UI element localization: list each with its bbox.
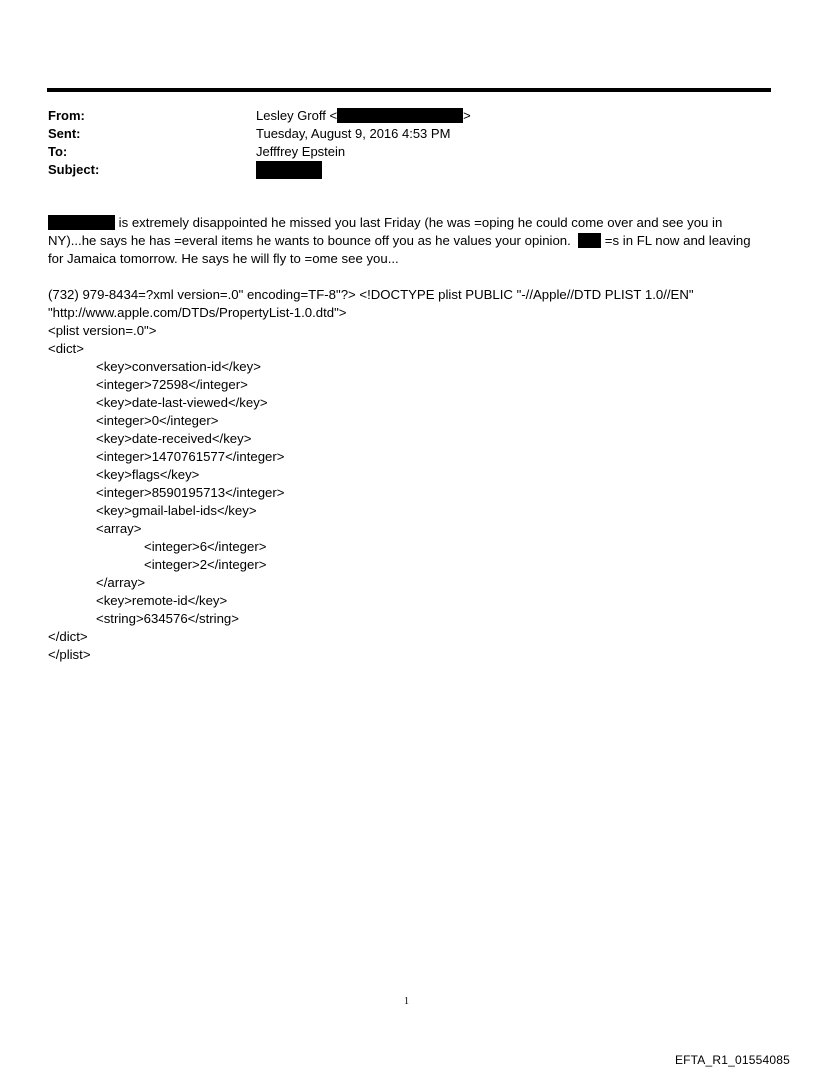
- plist-line: <dict>: [48, 341, 84, 356]
- plist-line: <string>634576</string>: [96, 611, 239, 626]
- body-text-segment: =s in FL now and leaving: [601, 233, 751, 248]
- from-value: [256, 107, 471, 125]
- to-label: To:: [48, 144, 68, 159]
- plist-line: </array>: [96, 575, 146, 590]
- redaction-box: [256, 161, 322, 179]
- from-close: >: [463, 108, 471, 123]
- body-text-segment: is extremely disappointed he missed you last Friday (he was =oping he could come over and see you in: [115, 215, 723, 230]
- plist-line: </plist>: [48, 647, 91, 662]
- body-line: [48, 250, 768, 268]
- redaction-box: [578, 233, 601, 248]
- plist-line: <key>remote-id</key>: [96, 593, 228, 608]
- page-number: 1: [404, 996, 409, 1007]
- bates-number: EFTA_R1_01554085: [674, 1053, 790, 1067]
- plist-line: <integer>1470761577</integer>: [96, 449, 285, 464]
- plist-line: <key>conversation-id</key>: [96, 359, 261, 374]
- plist-line: <integer>0</integer>: [96, 413, 219, 428]
- plist-line: <key>gmail-label-ids</key>: [96, 503, 257, 518]
- from-label: From:: [48, 108, 85, 123]
- body-line: [48, 214, 768, 232]
- body-text-segment: NY)...he says he has =everal items he wants to bounce off you as he values your opinion.: [48, 233, 571, 248]
- plist-line: <key>date-received</key>: [96, 431, 252, 446]
- plist-line: (732) 979-8434=?xml version=.0" encoding=TF-8"?> <!DOCTYPE plist PUBLIC "-//Apple//DTD PLIST 1.0//EN": [48, 287, 694, 302]
- from-name: Lesley Groff <: [256, 108, 338, 123]
- plist-line: <integer>72598</integer>: [96, 377, 248, 392]
- plist-line: <integer>6</integer>: [144, 539, 267, 554]
- body-text-segment: for Jamaica tomorrow. He says he will fly to =ome see you...: [48, 251, 399, 266]
- redaction-box: [337, 108, 463, 123]
- plist-line: <array>: [96, 521, 142, 536]
- header-rule: [47, 88, 771, 92]
- body-line: [48, 232, 768, 250]
- plist-line: <key>flags</key>: [96, 467, 200, 482]
- subject-value: [256, 161, 322, 180]
- redaction-box: [48, 215, 115, 230]
- plist-line: <plist version=.0">: [48, 323, 157, 338]
- message-body: [48, 214, 768, 268]
- plist-line: "http://www.apple.com/DTDs/PropertyList-1.0.dtd">: [48, 305, 347, 320]
- plist-line: <integer>2</integer>: [144, 557, 267, 572]
- sent-label: Sent:: [48, 126, 81, 141]
- plist-line: <key>date-last-viewed</key>: [96, 395, 268, 410]
- to-value: Jefffrey Epstein: [256, 144, 346, 159]
- plist-line: <integer>8590195713</integer>: [96, 485, 285, 500]
- plist-line: </dict>: [48, 629, 88, 644]
- sent-value: Tuesday, August 9, 2016 4:53 PM: [256, 126, 451, 141]
- subject-label: Subject:: [48, 162, 100, 177]
